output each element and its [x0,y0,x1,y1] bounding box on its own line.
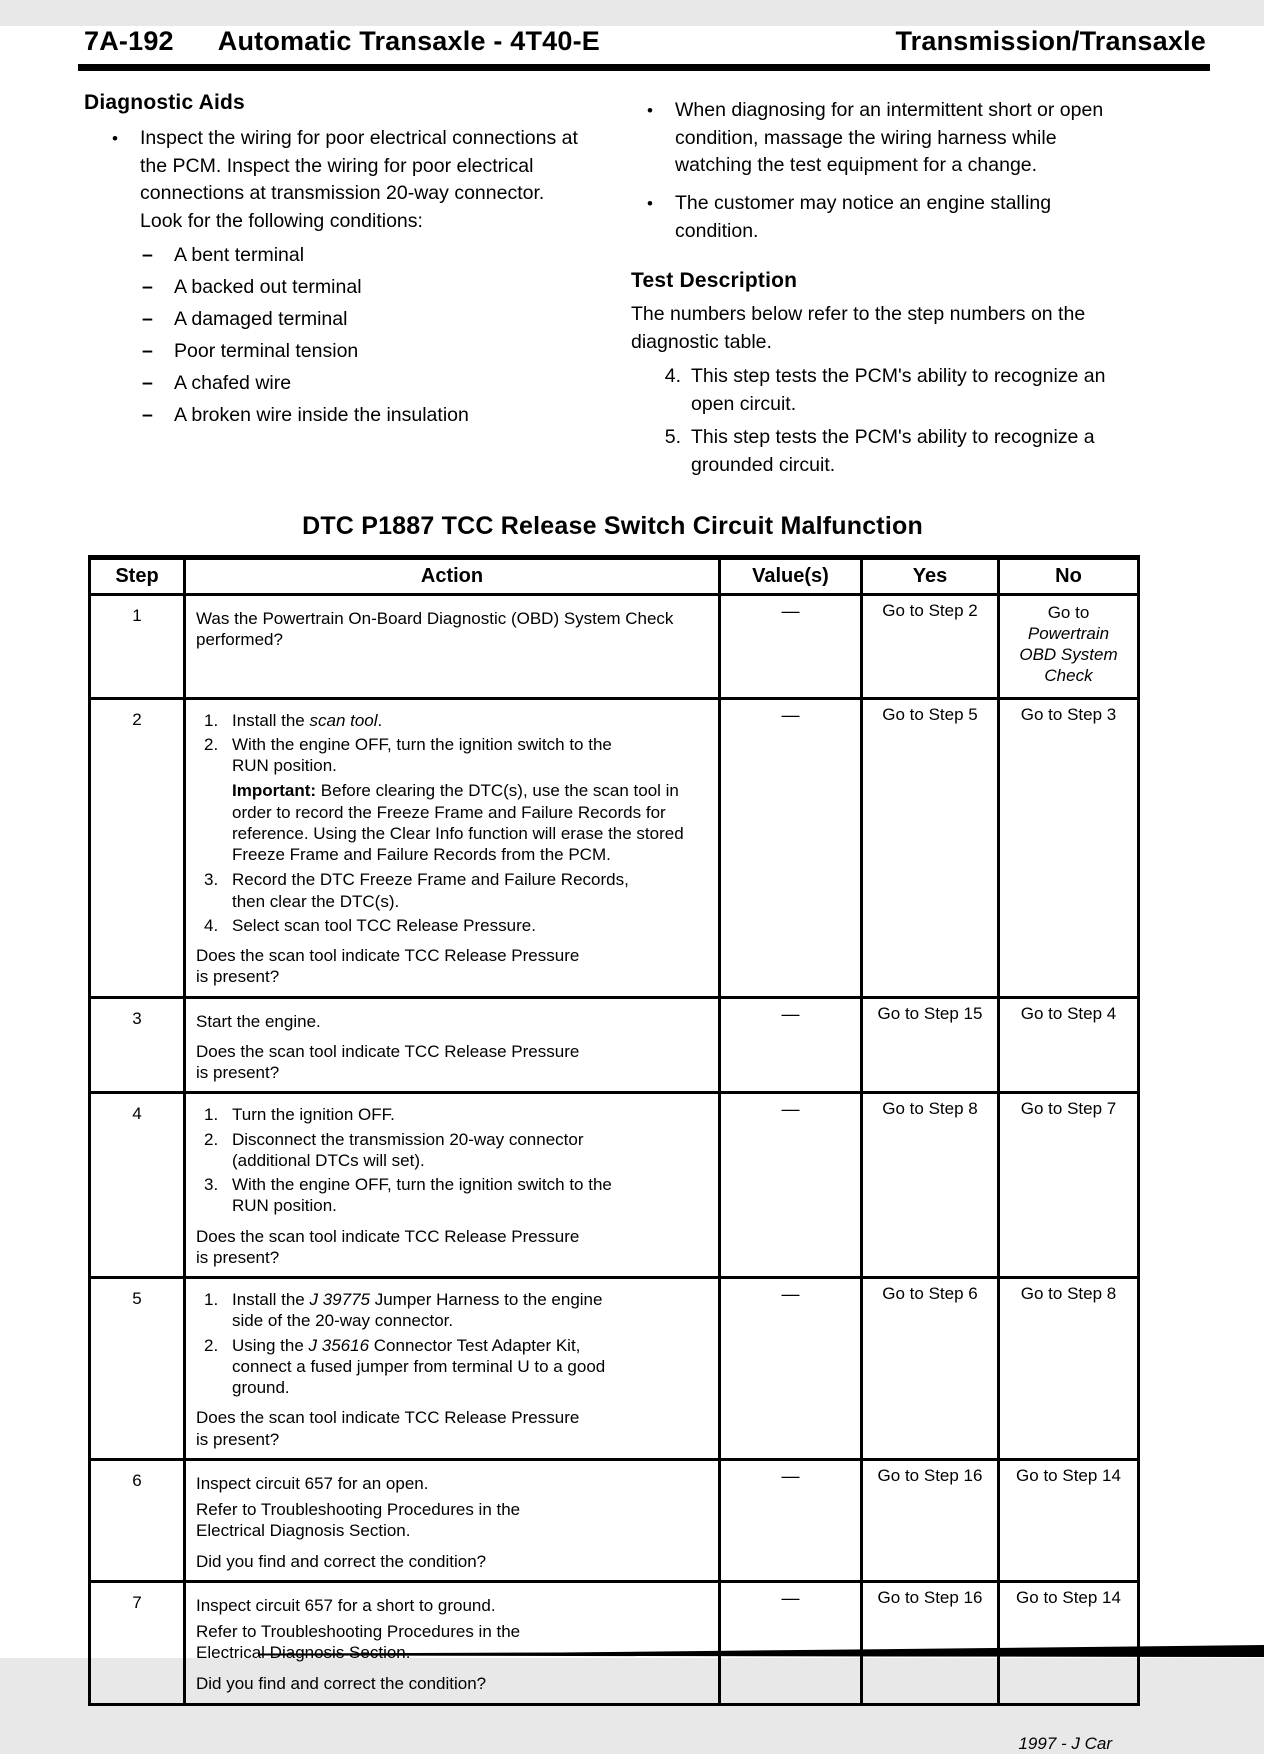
action-item [194,1104,710,1125]
test-step-number: 5. [664,426,681,449]
action-item-number: 2. [204,1335,219,1355]
bullet-icon: • [112,129,118,148]
action-question: Did you find and correct the condition? [196,1673,487,1693]
action-cell [185,1459,720,1581]
action-item-text: Select scan tool TCC Release Pressure. [232,915,536,935]
right-column [631,91,1148,480]
section-title: Automatic Transaxle - 4T40-E [217,26,600,56]
yes-cell: Go to Step 6 [862,1278,999,1460]
condition-text: A bent terminal [174,243,305,266]
action-item-text: Install the scan tool. [232,710,383,730]
value-dash: — [781,1099,800,1120]
condition-item [84,372,601,395]
yes-cell: Go to Step 5 [862,698,999,997]
action-cell [185,698,720,997]
yes-cell: Go to Step 8 [862,1093,999,1278]
header-rule [78,64,1210,71]
condition-text: A chafed wire [174,371,292,394]
value-cell [720,1278,862,1460]
manual-page [0,26,1264,1753]
action-question: Does the scan tool indicate TCC Release Pressure is present? [196,1408,580,1449]
action-cell [185,1278,720,1460]
test-step-item [631,424,1148,479]
test-step-item [631,363,1148,418]
no-cell: Go to Step 14 [999,1459,1139,1581]
header-right-title: Transmission/Transaxle [895,26,1206,56]
dash-icon: – [142,371,153,394]
step-cell: 3 [90,997,185,1093]
condition-item [84,244,601,267]
table-title: DTC P1887 TCC Release Switch Circuit Malfunction [302,511,923,540]
condition-item [84,276,601,299]
action-item-number: 1. [204,1105,219,1125]
value-dash: — [781,1587,800,1608]
action-cell [185,997,720,1093]
step-cell: 4 [90,1093,185,1278]
right-bullet-text: The customer may notice an engine stalling condition. [675,192,1052,242]
diagnostic-aids-bullet [84,125,601,236]
action-item-number: 3. [204,870,219,890]
test-step-text: This step tests the PCM's ability to recognize a grounded circuit. [691,426,1095,476]
action-item [194,710,710,731]
action-note: Important: Before clearing the DTC(s), use the scan tool in order to record the Freeze Frame and Failure Records for reference. Using the Clear Info function will erase the stored Freeze Frame and Failure Records from the PCM. [232,781,684,865]
value-cell [720,698,862,997]
action-item-number: 3. [204,1175,219,1195]
left-column [84,91,601,480]
diagnostic-table [88,555,1140,1706]
page-header [84,26,1206,57]
action-paragraph: Inspect circuit 657 for a short to ground. [196,1595,496,1615]
value-dash: — [781,600,800,621]
dash-icon: – [142,275,153,298]
action-paragraph: Inspect circuit 657 for an open. [196,1473,429,1493]
action-item [194,1289,710,1332]
test-step-text: This step tests the PCM's ability to recognize an open circuit. [691,364,1106,415]
condition-text: A backed out terminal [174,275,362,298]
dash-icon: – [142,403,153,426]
column-header-values: Value(s) [720,557,862,594]
yes-cell: Go to Step 16 [862,1581,999,1704]
action-item-number: 1. [204,1290,219,1310]
condition-text: A broken wire inside the insulation [174,403,469,426]
table-row [90,1459,1139,1581]
conditions-list [84,244,601,427]
yes-cell: Go to Step 16 [862,1459,999,1581]
value-cell [720,594,862,698]
action-cell [185,1093,720,1278]
action-item [194,869,710,912]
step-cell: 2 [90,698,185,997]
condition-item [84,308,601,331]
action-cell [185,594,720,698]
action-item-number: 1. [204,710,219,730]
bullet-icon: • [647,194,653,214]
table-row [90,997,1139,1093]
no-cell: Go to Step 8 [999,1278,1139,1460]
test-step-number: 4. [664,364,681,387]
action-item-text: Record the DTC Freeze Frame and Failure Records, then clear the DTC(s). [232,870,629,911]
test-steps-list [631,363,1148,480]
action-item-text: Turn the ignition OFF. [232,1105,395,1125]
value-cell [720,997,862,1093]
dash-icon: – [142,243,153,266]
right-bullet [631,97,1148,180]
action-item-text: With the engine OFF, turn the ignition switch to the RUN position. [232,1175,612,1216]
column-header-step: Step [90,557,185,594]
table-row [90,594,1139,698]
table-row [90,698,1139,997]
action-item-text: Install the J 39775 Jumper Harness to the engine side of the 20-way connector. [232,1290,603,1331]
condition-text: Poor terminal tension [174,339,359,362]
action-item-number: 2. [204,1129,219,1149]
no-cell: Go to Step 4 [999,997,1139,1093]
value-dash: — [781,1003,800,1024]
action-item-number: 4. [204,915,219,935]
diagnostic-aids-heading: Diagnostic Aids [84,91,245,114]
value-dash: — [781,1465,800,1486]
action-item [194,915,710,936]
action-item-text: With the engine OFF, turn the ignition switch to the RUN position. [232,734,612,776]
test-description-intro: The numbers below refer to the step numbers on the diagnostic table. [631,303,1086,354]
step-cell: 5 [90,1278,185,1460]
step-cell: 7 [90,1581,185,1704]
action-question: Does the scan tool indicate TCC Release Pressure is present? [196,1226,580,1267]
no-cell: Go to Step 7 [999,1093,1139,1278]
page-code: 7A-192 [84,26,174,56]
value-dash: — [781,1284,800,1305]
two-column-section [84,91,1148,480]
action-paragraph: Refer to Troubleshooting Procedures in the Electrical Diagnosis Section. [196,1500,521,1541]
condition-item [84,340,601,363]
value-dash: — [781,704,800,725]
action-item [194,1335,710,1399]
page-footer: 1997 - J Car [1018,1733,1112,1753]
column-header-action: Action [185,557,720,594]
condition-item [84,404,601,427]
condition-text: A damaged terminal [174,307,348,330]
right-bullet [631,190,1148,245]
action-item [194,1174,710,1217]
step-cell: 1 [90,594,185,698]
dash-icon: – [142,307,153,330]
value-cell [720,1093,862,1278]
table-row [90,1278,1139,1460]
table-header-row [90,557,1139,594]
action-question: Does the scan tool indicate TCC Release Pressure is present? [196,1041,580,1083]
action-item [194,1129,710,1172]
action-paragraph: Was the Powertrain On-Board Diagnostic (OBD) System Check performed? [196,608,674,649]
no-cell: Go to Step 3 [999,698,1139,997]
action-item-number: 2. [204,734,219,754]
column-header-yes: Yes [862,557,999,594]
action-item-text: Using the J 35616 Connector Test Adapter Kit, connect a fused jumper from terminal U to a good ground. [232,1335,606,1398]
value-cell [720,1459,862,1581]
column-header-no: No [999,557,1139,594]
yes-cell: Go to Step 2 [862,594,999,698]
right-bullet-text: When diagnosing for an intermittent short or open condition, massage the wiring harness while watching the test equipment for a change. [675,99,1104,177]
action-paragraph: Refer to Troubleshooting Procedures in the Electrical Diagnosis Section. [196,1622,521,1663]
scan-artifact-bar [0,1638,1264,1658]
diagnostic-aids-text: Inspect the wiring for poor electrical connections at the PCM. Inspect the wiring for poor electrical connections at transmission 20-way connector. Look for the following conditions: [140,127,578,233]
no-cell: Go to Step 14 [999,1581,1139,1704]
dash-icon: – [142,339,153,362]
action-question: Did you find and correct the condition? [196,1551,487,1571]
step-cell: 6 [90,1459,185,1581]
no-cell: Go to Powertrain OBD System Check [999,594,1139,698]
action-item-text: Disconnect the transmission 20-way connector (additional DTCs will set). [232,1129,584,1170]
action-question: Does the scan tool indicate TCC Release Pressure is present? [196,946,580,987]
yes-cell: Go to Step 15 [862,997,999,1093]
bullet-icon: • [647,101,653,120]
action-paragraph: Start the engine. [196,1011,321,1031]
header-left [84,26,600,57]
test-description-heading: Test Description [631,269,798,293]
table-row [90,1093,1139,1278]
action-item [194,734,710,777]
